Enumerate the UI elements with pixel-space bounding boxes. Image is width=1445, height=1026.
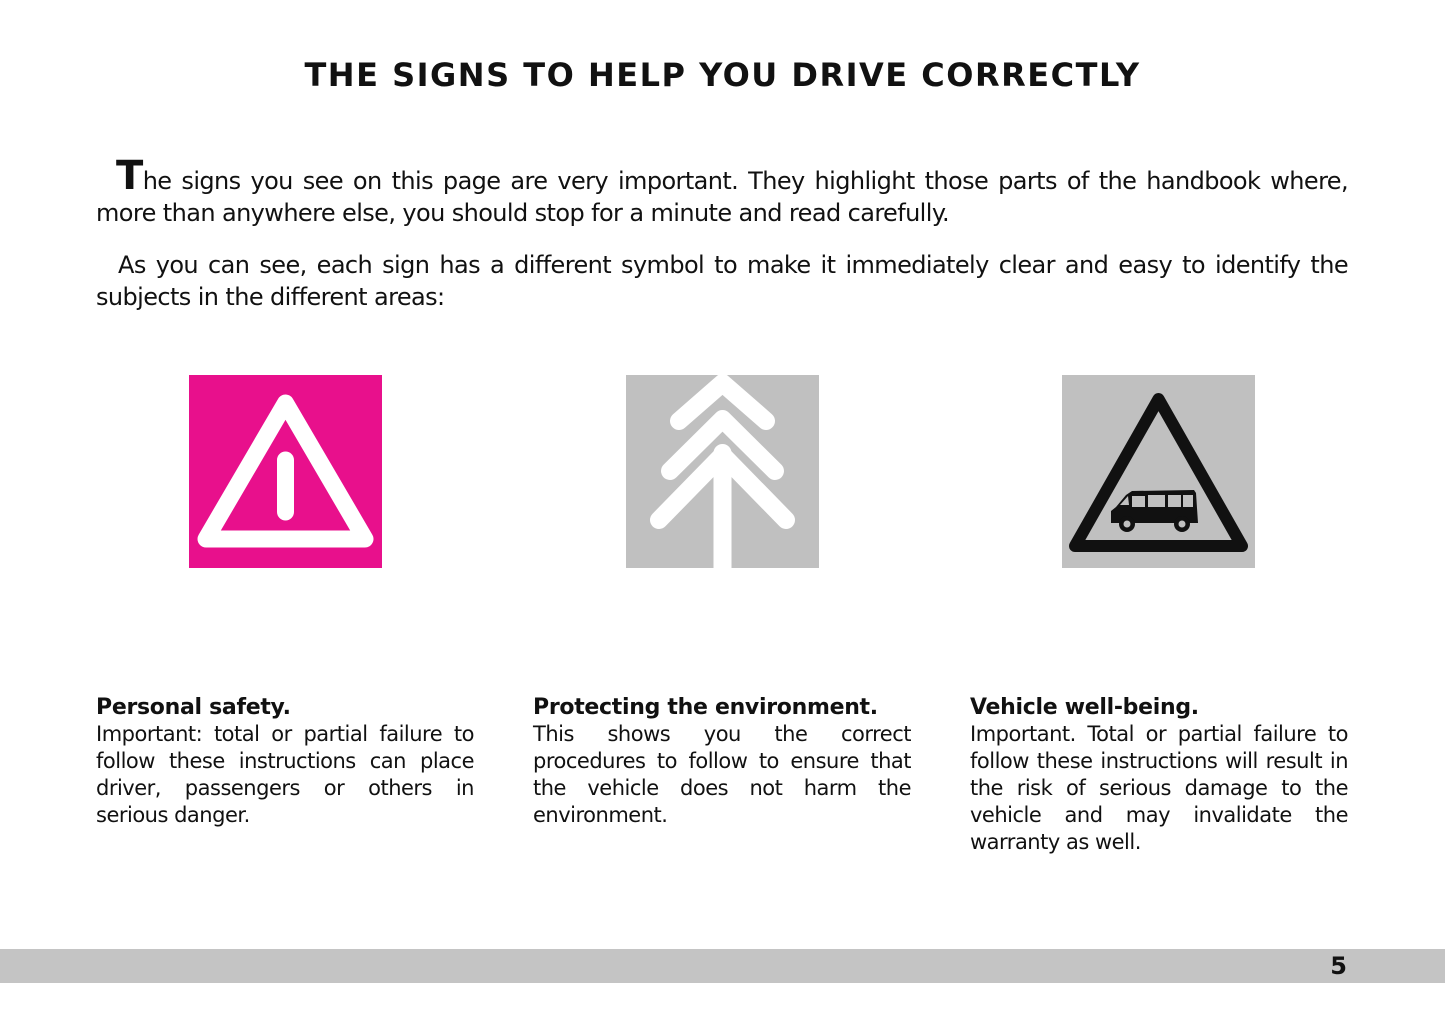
page-number: 5 bbox=[1330, 952, 1347, 980]
environment-sign bbox=[626, 375, 819, 568]
environment-heading: Protecting the environment. bbox=[533, 695, 878, 720]
vehicle-warning-triangle-icon bbox=[1062, 375, 1255, 568]
personal-safety-description bbox=[96, 694, 474, 829]
environment-description bbox=[533, 694, 911, 829]
vehicle-text: Important. Total or partial failure to follow these instructions will result in the risk of serious damage to the vehicle and may invalidate the warranty as well. bbox=[970, 722, 1348, 854]
fir-tree-arrow-icon bbox=[626, 375, 819, 568]
vehicle-description bbox=[970, 694, 1348, 856]
warning-triangle-icon bbox=[189, 375, 382, 568]
environment-text: This shows you the correct procedures to follow to ensure that the vehicle does not harm the environment. bbox=[533, 722, 911, 827]
footer-bar bbox=[0, 949, 1445, 983]
intro-paragraph-2 bbox=[96, 249, 1348, 313]
intro-paragraph-1 bbox=[96, 153, 1348, 229]
drop-cap: T bbox=[116, 153, 143, 199]
personal-safety-heading: Personal safety. bbox=[96, 695, 291, 720]
intro-paragraph-2-text: As you can see, each sign has a different symbol to make it immediately clear and easy to identify the subjects in the different areas: bbox=[96, 251, 1348, 311]
personal-safety-text: Important: total or partial failure to follow these instructions can place driver, passengers or others in serious danger. bbox=[96, 722, 474, 827]
intro-paragraph-1-text: he signs you see on this page are very important. They highlight those parts of the handbook where, more than anywhere else, you should stop for a minute and read carefully. bbox=[96, 167, 1348, 227]
personal-safety-sign bbox=[189, 375, 382, 568]
vehicle-heading: Vehicle well-being. bbox=[970, 695, 1199, 720]
page-title: THE SIGNS TO HELP YOU DRIVE CORRECTLY bbox=[304, 56, 1141, 94]
vehicle-sign bbox=[1062, 375, 1255, 568]
